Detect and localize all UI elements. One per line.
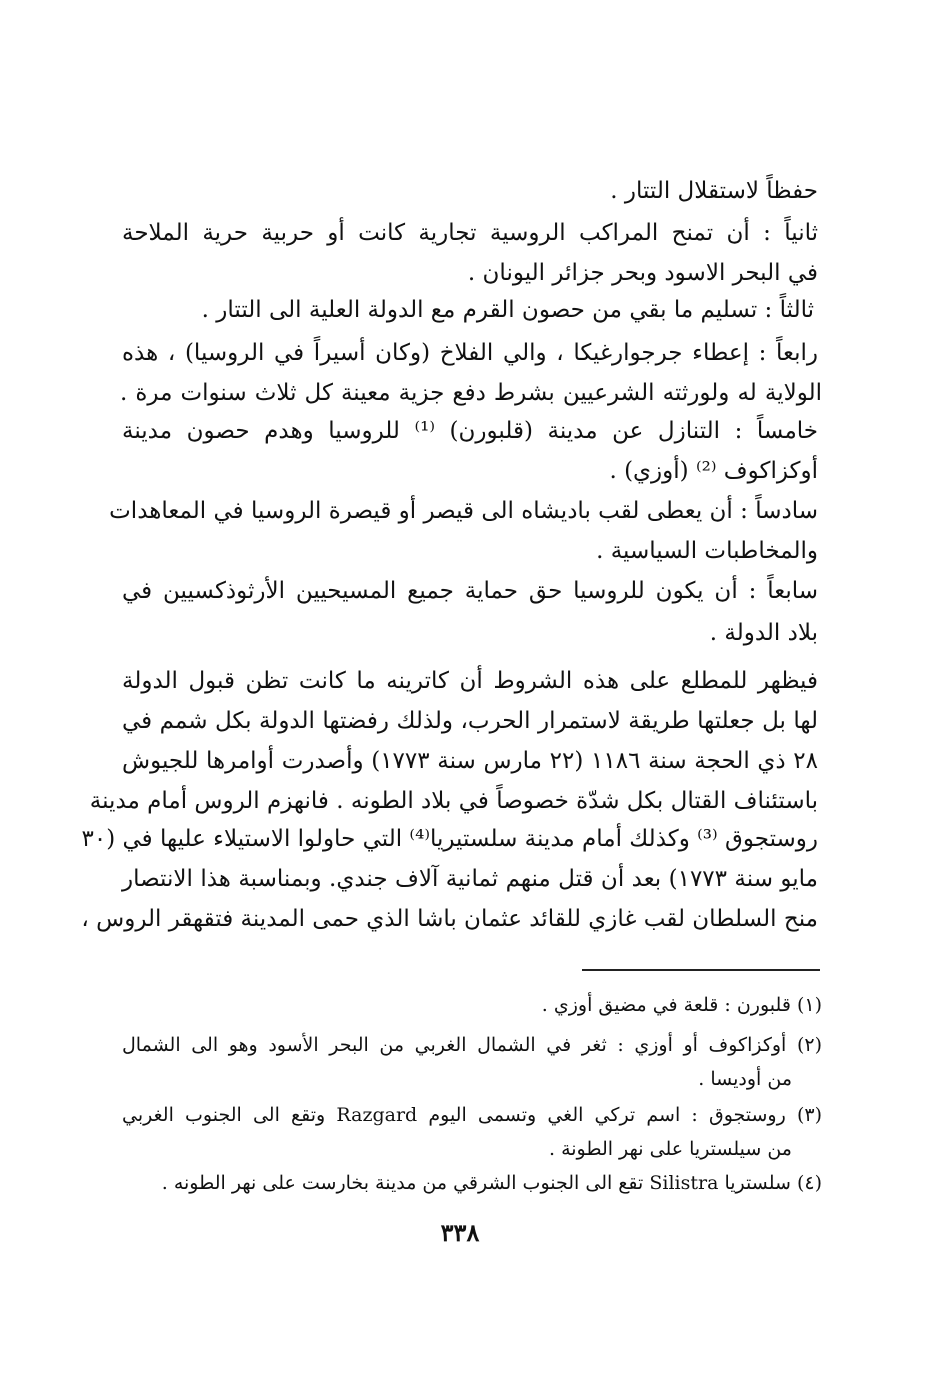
footnote-separator — [582, 969, 820, 971]
body-line: ثانياً : أن تمنح المراكب الروسية تجارية كانت أو حربية حرية الملاحة — [122, 220, 818, 246]
body-line: روستجوق ⁽³⁾ وكذلك أمام مدينة سلستيريا⁽⁴⁾ التي حاولوا الاستيلاء عليها في (٣٠ — [81, 826, 818, 852]
body-line: لها بل جعلتها طريقة لاستمرار الحرب، ولذلك رفضتها الدولة بكل شمم في — [122, 708, 818, 734]
body-line: الولاية له ولورثته الشرعيين بشرط دفع جزية معينة كل ثلاث سنوات مرة . — [120, 380, 822, 406]
body-line: رابعاً : إعطاء جرجوارغيكا ، والي الفلاخ (وكان أسيراً في الروسيا) ، هذه — [122, 340, 818, 366]
footnote-line: من سيلستريا على نهر الطونة . — [548, 1138, 792, 1160]
page-number: ٣٣٨ — [440, 1218, 480, 1247]
footnote-line: (٢) أوكزاكوف أو أوزي : ثغر في الشمال الغربي من البحر الأسود وهو الى الشمال — [122, 1034, 822, 1056]
body-line: ٢٨ ذي الحجة سنة ١١٨٦ (٢٢ مارس سنة ١٧٧٣) وأصدرت أوامرها للجيوش — [122, 748, 818, 774]
footnote-line: (١) قلبورن : قلعة في مضيق أوزي . — [541, 994, 822, 1016]
body-line: مايو سنة ١٧٧٣) بعد أن قتل منهم ثمانية آلاف جندي. وبمناسبة هذا الانتصار — [122, 866, 819, 892]
body-line: سابعاً : أن يكون للروسيا حق حماية جميع المسيحيين الأرثوذكسيين في — [122, 578, 818, 604]
body-line: أوكزاكوف ⁽²⁾ (أوزي) . — [609, 458, 818, 484]
body-line: ثالثاً : تسليم ما بقي من حصون القرم مع الدولة العلية الى التتار . — [201, 297, 814, 323]
body-line: حفظاً لاستقلال التتار . — [610, 178, 818, 204]
body-line: منح السلطان لقب غازي للقائد عثمان باشا الذي حمى المدينة فتقهقر الروس ، — [81, 906, 818, 932]
body-line: والمخاطبات السياسية . — [596, 538, 818, 564]
body-line: فيظهر للمطلع على هذه الشروط أن كاترينه ما كانت تظن قبول الدولة — [122, 668, 818, 694]
footnote-line: (٣) روستجوق : اسم تركي الغي وتسمى اليوم Razgard وتقع الى الجنوب الغربي — [122, 1104, 823, 1126]
body-line: في البحر الاسود وبحر جزائر اليونان . — [467, 260, 818, 286]
body-line: باستئناف القتال بكل شدّة خصوصاً في بلاد الطونه . فانهزم الروس أمام مدينة — [89, 788, 818, 814]
footnote-line: (٤) سلستريا Silistra تقع الى الجنوب الشرقي من مدينة بخارست على نهر الطونه . — [161, 1172, 822, 1194]
body-line: بلاد الدولة . — [709, 620, 818, 646]
body-line: خامساً : التنازل عن مدينة (قلبورن) ⁽¹⁾ للروسيا وهدم حصون مدينة — [122, 418, 818, 444]
footnote-line: من أوديسا . — [698, 1068, 792, 1090]
body-line: سادساً : أن يعطى لقب باديشاه الى قيصر أو قيصرة الروسيا في المعاهدات — [109, 498, 818, 524]
